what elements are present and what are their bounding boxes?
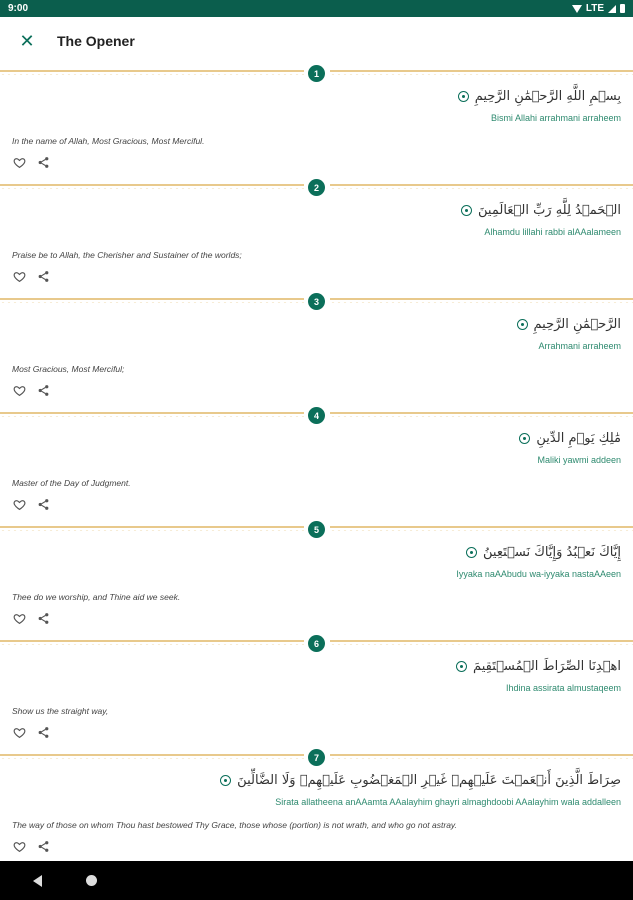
heart-icon[interactable] bbox=[12, 155, 26, 169]
heart-icon[interactable] bbox=[12, 497, 26, 511]
divider-ornament-right bbox=[330, 412, 633, 417]
close-icon[interactable]: ✕ bbox=[19, 30, 35, 52]
verse-actions bbox=[12, 155, 50, 169]
divider-ornament-right bbox=[330, 184, 633, 189]
translation-text: Most Gracious, Most Merciful; bbox=[12, 364, 125, 374]
arabic-text: مَٰلِكِ يَوۡمِ الدِّينِ bbox=[536, 431, 621, 446]
heart-icon[interactable] bbox=[12, 839, 26, 853]
arabic-line bbox=[461, 203, 621, 218]
heart-icon[interactable] bbox=[12, 725, 26, 739]
ayah-end-icon bbox=[519, 433, 530, 444]
verse-divider bbox=[0, 749, 633, 763]
share-icon[interactable] bbox=[36, 155, 50, 169]
verse-number-badge: 5 bbox=[308, 521, 325, 538]
arabic-line bbox=[456, 659, 621, 674]
verse-actions bbox=[12, 269, 50, 283]
ayah-end-icon bbox=[458, 91, 469, 102]
ayah-end-icon bbox=[461, 205, 472, 216]
status-time: 9:00 bbox=[8, 3, 29, 14]
verse-actions bbox=[12, 725, 50, 739]
share-icon[interactable] bbox=[36, 839, 50, 853]
app-bar bbox=[0, 17, 633, 65]
verse-divider bbox=[0, 407, 633, 421]
ayah-end-icon bbox=[517, 319, 528, 330]
verse-number-badge: 1 bbox=[308, 65, 325, 82]
verse-divider bbox=[0, 521, 633, 535]
arabic-line bbox=[220, 773, 621, 788]
network-label: LTE bbox=[585, 3, 604, 14]
verse-item[interactable] bbox=[0, 79, 633, 179]
verse-actions bbox=[12, 383, 50, 397]
verse-number-badge: 6 bbox=[308, 635, 325, 652]
arabic-text: الرَّحۡمَٰنِ الرَّحِيمِ bbox=[533, 317, 621, 332]
status-bar bbox=[0, 0, 633, 17]
divider-ornament-right bbox=[330, 640, 633, 645]
arabic-line bbox=[517, 317, 621, 332]
verse-item[interactable] bbox=[0, 763, 633, 863]
arabic-text: بِسۡمِ اللَّهِ الرَّحۡمَٰنِ الرَّحِيمِ bbox=[474, 89, 621, 104]
heart-icon[interactable] bbox=[12, 383, 26, 397]
translation-text: The way of those on whom Thou hast bestowed Thy Grace, those whose (portion) is not wrath, and who go not astray. bbox=[12, 820, 457, 830]
divider-ornament-left bbox=[0, 70, 304, 75]
divider-ornament-left bbox=[0, 412, 304, 417]
verse-divider bbox=[0, 179, 633, 193]
verse-item[interactable] bbox=[0, 421, 633, 521]
arabic-text: اهۡدِنَا الصِّرَاطَ الۡمُسۡتَقِيمَ bbox=[473, 659, 621, 674]
share-icon[interactable] bbox=[36, 383, 50, 397]
divider-ornament-left bbox=[0, 754, 304, 759]
transliteration-text: Maliki yawmi addeen bbox=[537, 455, 621, 465]
signal-icon bbox=[608, 5, 616, 13]
verse-number-badge: 4 bbox=[308, 407, 325, 424]
divider-ornament-left bbox=[0, 184, 304, 189]
divider-ornament-right bbox=[330, 754, 633, 759]
translation-text: Praise be to Allah, the Cherisher and Sustainer of the worlds; bbox=[12, 250, 242, 260]
verse-item[interactable] bbox=[0, 193, 633, 293]
translation-text: Thee do we worship, and Thine aid we seek. bbox=[12, 592, 181, 602]
arabic-text: صِرَاطَ الَّذِينَ أَنۡعَمۡتَ عَلَيۡهِمۡ غَيۡرِ الۡمَغۡضُوبِ عَلَيۡهِمۡ وَلَا الضَّالِّينَ bbox=[237, 773, 621, 788]
ayah-end-icon bbox=[456, 661, 467, 672]
status-icons bbox=[572, 3, 625, 14]
share-icon[interactable] bbox=[36, 497, 50, 511]
arabic-text: إِيَّاكَ نَعۡبُدُ وَإِيَّاكَ نَسۡتَعِينُ bbox=[483, 545, 621, 560]
arabic-line bbox=[466, 545, 621, 560]
arabic-line bbox=[519, 431, 621, 446]
verse-actions bbox=[12, 497, 50, 511]
heart-icon[interactable] bbox=[12, 611, 26, 625]
translation-text: Show us the straight way, bbox=[12, 706, 109, 716]
transliteration-text: Iyyaka naAAbudu wa-iyyaka nastaAAeen bbox=[456, 569, 621, 579]
wifi-icon bbox=[572, 5, 582, 13]
arabic-text: الۡحَمۡدُ لِلَّهِ رَبِّ الۡعَالَمِينَ bbox=[478, 203, 621, 218]
verse-actions bbox=[12, 839, 50, 853]
transliteration-text: Ihdina assirata almustaqeem bbox=[505, 683, 621, 693]
divider-ornament-right bbox=[330, 526, 633, 531]
divider-ornament-left bbox=[0, 298, 304, 303]
verse-actions bbox=[12, 611, 50, 625]
battery-icon bbox=[620, 4, 625, 13]
transliteration-text: Sirata allatheena anAAamta AAalayhim ghayri almaghdoobi AAalayhim wala addalleen bbox=[275, 797, 621, 807]
transliteration-text: Alhamdu lillahi rabbi alAAalameen bbox=[484, 227, 621, 237]
translation-text: Master of the Day of Judgment. bbox=[12, 478, 131, 488]
arabic-line bbox=[458, 89, 621, 104]
verse-divider bbox=[0, 293, 633, 307]
verse-item[interactable] bbox=[0, 649, 633, 749]
verse-number-badge: 7 bbox=[308, 749, 325, 766]
verse-list bbox=[0, 65, 633, 863]
translation-text: In the name of Allah, Most Gracious, Most Merciful. bbox=[12, 136, 205, 146]
share-icon[interactable] bbox=[36, 611, 50, 625]
divider-ornament-left bbox=[0, 526, 304, 531]
navigation-bar bbox=[0, 861, 633, 900]
verse-number-badge: 2 bbox=[308, 179, 325, 196]
home-icon[interactable] bbox=[86, 875, 97, 886]
verse-number-badge: 3 bbox=[308, 293, 325, 310]
verse-item[interactable] bbox=[0, 535, 633, 635]
transliteration-text: Arrahmani arraheem bbox=[538, 341, 621, 351]
heart-icon[interactable] bbox=[12, 269, 26, 283]
verse-item[interactable] bbox=[0, 307, 633, 407]
ayah-end-icon bbox=[466, 547, 477, 558]
back-icon[interactable] bbox=[33, 875, 42, 887]
transliteration-text: Bismi Allahi arrahmani arraheem bbox=[490, 113, 621, 123]
ayah-end-icon bbox=[220, 775, 231, 786]
divider-ornament-right bbox=[330, 298, 633, 303]
divider-ornament-right bbox=[330, 70, 633, 75]
divider-ornament-left bbox=[0, 640, 304, 645]
verse-divider bbox=[0, 65, 633, 79]
page-title: The Opener bbox=[57, 33, 135, 49]
verse-divider bbox=[0, 635, 633, 649]
share-icon[interactable] bbox=[36, 725, 50, 739]
share-icon[interactable] bbox=[36, 269, 50, 283]
